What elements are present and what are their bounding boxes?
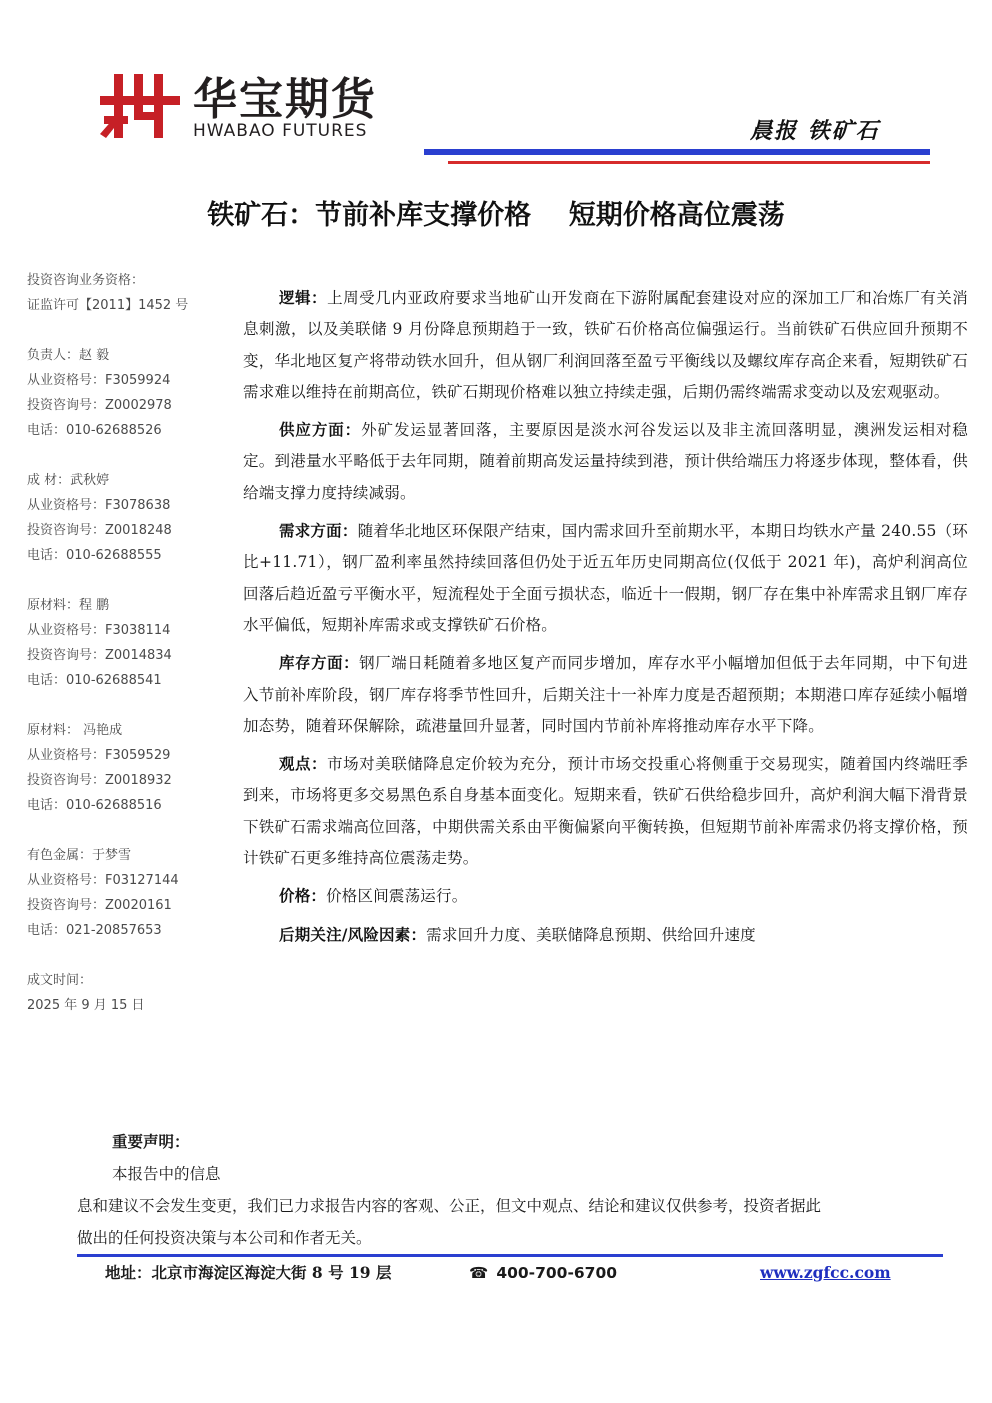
- sidebar-line: 成文时间：: [27, 973, 93, 988]
- sidebar-line: 从业资格号：F3038114: [27, 623, 171, 638]
- sidebar-line: 从业资格号：F3078638: [27, 498, 171, 513]
- header-rule-red: [448, 161, 930, 164]
- disclaimer-line: 息和建议不会发生变更，我们已力求报告内容的客观、公正，但文中观点、结论和建议仅供参考，投资者据此: [77, 1197, 822, 1215]
- disclaimer-line: 本报告中的信息: [112, 1165, 221, 1183]
- body-paragraph: [243, 919, 968, 951]
- sidebar-line: 投资咨询号：Z0018248: [27, 523, 172, 538]
- sidebar-group: [27, 268, 227, 318]
- body-paragraph: [243, 414, 968, 509]
- sidebar-line: 投资咨询业务资格：: [27, 273, 145, 288]
- sidebar-line: 投资咨询号：Z0014834: [27, 648, 172, 663]
- sidebar-group: [27, 468, 227, 568]
- sidebar-line: 有色金属：于梦雪: [27, 848, 132, 863]
- sidebar-line: 从业资格号：F3059529: [27, 748, 171, 763]
- sidebar-line: 从业资格号：F3059924: [27, 373, 171, 388]
- disclaimer-body: [77, 1158, 947, 1254]
- header-rule-blue: [424, 149, 930, 155]
- sidebar-group: [27, 343, 227, 443]
- paragraph-label: 需求方面：: [279, 521, 358, 541]
- sidebar-line: 原材料： 冯艳成: [27, 723, 123, 738]
- sidebar-line: 投资咨询号：Z0018932: [27, 773, 172, 788]
- paragraph-text: 市场对美联储降息定价较为充分，预计市场交投重心将侧重于交易现实，随着国内终端旺季到来，市场将更多交易黑色系自身基本面变化。短期来看，铁矿石供给稳步回升，高炉利润大幅下滑背景下铁矿石需求端高位回落，中期供需关系由平衡偏紧向平衡转换，但短期节前补库需求仍将支撑价格，预计铁矿石更多维持高位震荡走势。: [243, 755, 968, 868]
- paragraph-text: 随着华北地区环保限产结束，国内需求回升至前期水平，本期日均铁水产量 240.55（环比+11.71），钢厂盈利率虽然持续回落但仍处于近五年历史同期高位(仅低于 2021 年)，高炉利润高位回落后趋近盈亏平衡水平，短流程处于全面亏损状态，临近十一假期，钢厂存在集中补库需求且钢厂库存水平偏低，短期补库需求或支撑铁矿石价格。: [243, 522, 968, 634]
- sidebar-line: 从业资格号：F03127144: [27, 873, 179, 888]
- sidebar-line: 2025 年 9 月 15 日: [27, 998, 145, 1013]
- sidebar-line: 负责人：赵 毅: [27, 348, 110, 363]
- sidebar-group: [27, 843, 227, 943]
- footer-phone: [469, 1262, 617, 1284]
- body-paragraph: [243, 282, 968, 408]
- sidebar-group: [27, 968, 227, 1018]
- paragraph-label: 观点：: [279, 754, 328, 774]
- sidebar-line: 电话：010-62688516: [27, 798, 162, 813]
- paragraph-text: 需求回升力度、美联储降息预期、供给回升速度: [426, 925, 756, 944]
- disclaimer-title: 重要声明：: [112, 1132, 190, 1151]
- paragraph-text: 价格区间震荡运行。: [326, 887, 468, 906]
- sidebar-line: 电话：010-62688526: [27, 423, 162, 438]
- footer-address: 地址：北京市海淀区海淀大街 8 号 19 层: [105, 1263, 392, 1282]
- body-paragraph: [243, 515, 968, 641]
- phone-number: 400-700-6700: [496, 1264, 618, 1282]
- paragraph-text: 外矿发运显著回落，主要原因是淡水河谷发运以及非主流回落明显，澳洲发运相对稳定。到港量水平略低于去年同期，随着前期高发运量持续到港，预计供给端压力将逐步体现，整体看，供给端支撑力度持续减弱。: [243, 421, 968, 502]
- body-paragraph: [243, 748, 968, 874]
- paragraph-label: 后期关注/风险因素：: [279, 924, 427, 944]
- report-body: [243, 282, 968, 957]
- footer-rule: [77, 1254, 943, 1257]
- sidebar-line: 电话：010-62688555: [27, 548, 162, 563]
- sidebar-line: 电话：010-62688541: [27, 673, 162, 688]
- body-paragraph: [243, 647, 968, 742]
- report-type-label: 晨报 铁矿石: [750, 118, 880, 144]
- sidebar-line: 原材料：程 鹏: [27, 598, 110, 613]
- sidebar-line: 投资咨询号：Z0020161: [27, 898, 172, 913]
- phone-icon: ☎: [469, 1264, 489, 1282]
- sidebar-group: [27, 593, 227, 693]
- sidebar-line: 成 材：武秋婷: [27, 473, 110, 488]
- paragraph-text: 上周受几内亚政府要求当地矿山开发商在下游附属配套建设对应的深加工厂和冶炼厂有关消息刺激，以及美联储 9 月份降息预期趋于一致，铁矿石价格高位偏强运行。当前铁矿石供应回升预期不变，华北地区复产将带动铁水回升，但从钢厂利润回落至盈亏平衡线以及螺纹库存高企来看，短期铁矿石需求难以维持在前期高位，铁矿石期现价格难以独立持续走强，后期仍需终端需求变动以及宏观驱动。: [243, 289, 968, 401]
- hwabao-logo-icon: [100, 72, 180, 140]
- sidebar-line: 证监许可【2011】1452 号: [27, 298, 189, 313]
- disclaimer-line: 做出的任何投资决策与本公司和作者无关。: [77, 1229, 372, 1247]
- paragraph-label: 供应方面：: [279, 420, 362, 440]
- paragraph-text: 钢厂端日耗随着多地区复产而同步增加，库存水平小幅增加但低于去年同期，中下旬进入节前补库阶段，钢厂库存将季节性回升，后期关注十一补库力度是否超预期；本期港口库存延续小幅增加态势，随着环保解除，疏港量回升显著，同时国内节前补库将推动库存水平下降。: [243, 654, 968, 735]
- analyst-sidebar: [27, 268, 227, 1043]
- brand-name-cn: 华宝期货: [193, 74, 377, 125]
- paragraph-label: 价格：: [279, 886, 327, 906]
- paragraph-label: 库存方面：: [279, 653, 360, 673]
- sidebar-group: [27, 718, 227, 818]
- brand-name-en: HWABAO FUTURES: [193, 121, 368, 141]
- page-title: 铁矿石：节前补库支撑价格 短期价格高位震荡: [207, 200, 785, 231]
- sidebar-line: 投资咨询号：Z0002978: [27, 398, 172, 413]
- sidebar-line: 电话：021-20857653: [27, 923, 162, 938]
- body-paragraph: [243, 880, 968, 912]
- website-link[interactable]: www.zgfcc.com: [760, 1263, 891, 1282]
- paragraph-label: 逻辑：: [279, 288, 328, 307]
